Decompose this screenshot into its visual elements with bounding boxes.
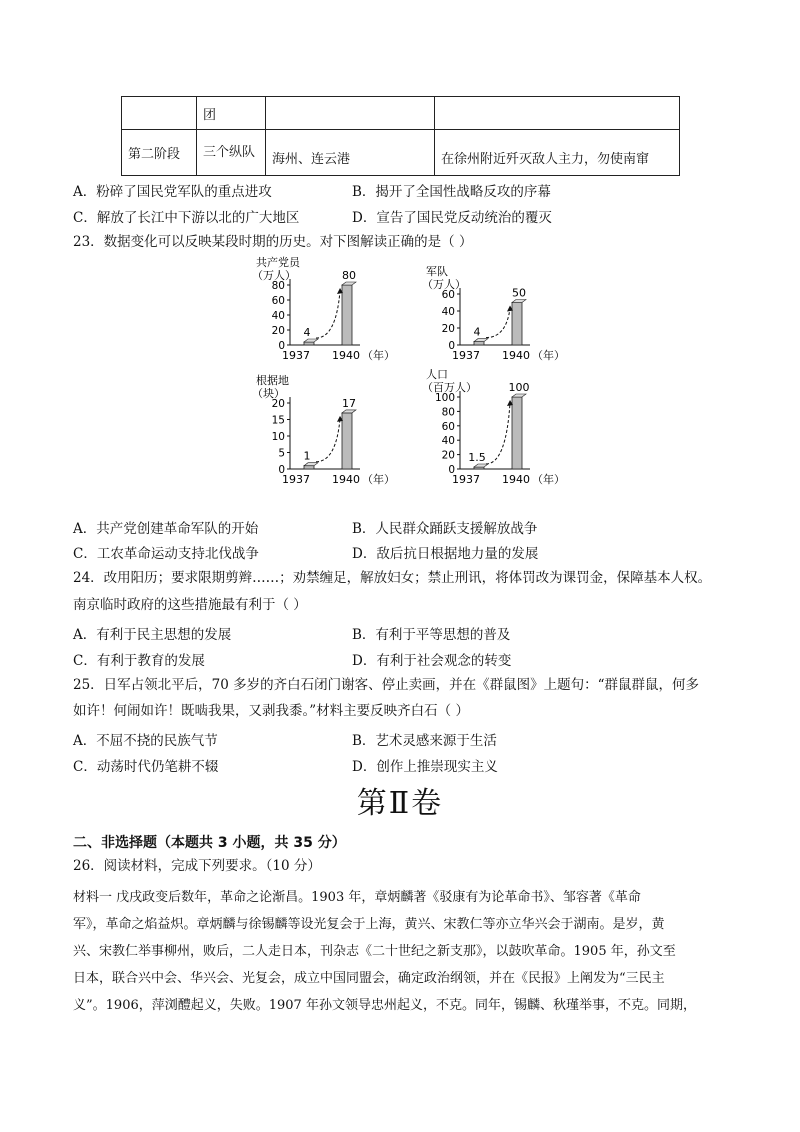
part-two-title: 第Ⅱ卷 [356,786,444,821]
chart-x-unit: （年） [362,473,395,486]
chart-x-tick-label: 1937 [282,473,310,486]
chart-y-tick-label: 20 [441,449,455,462]
chart-svg [250,373,400,491]
chart-x-tick-label: 1937 [452,473,480,486]
q24-option-d: D．有利于社会观念的转变 [352,653,512,669]
chart-bar [304,466,314,469]
chart-x-tick-label: 1940 [332,473,360,486]
q23-option-b: B．人民群众踊跃支援解放战争 [352,521,538,537]
chart-trend-arrow [486,309,510,338]
chart-x-tick-label: 1940 [502,473,530,486]
table-row [122,97,680,130]
q25-stem-line1: 25．日军占领北平后，70 多岁的齐白石闭门谢客、停止卖画，并在《群鼠图》上题句：“群鼠群鼠，何多 [73,677,700,693]
q25-option-d: D．创作上推崇现实主义 [352,759,498,775]
chart-x-unit: （年） [362,349,395,362]
chart-data-label: 1.5 [468,451,486,464]
q24-option-c: C．有利于教育的发展 [73,653,205,669]
chart-x-unit: （年） [532,349,565,362]
q24-option-b: B．有利于平等思想的普及 [352,627,511,643]
chart-x-tick-label: 1937 [282,349,310,362]
chart-bar [342,285,352,345]
table-cell: 海州、连云港 [266,130,435,176]
chart-bar-top [304,463,318,466]
chart-data-label: 17 [342,396,356,410]
chart-data-label: 50 [512,286,526,300]
chart-bar [512,397,522,469]
chart-y-tick-label: 10 [271,431,285,443]
q23-option-a: A．共产党创建革命军队的开始 [73,521,259,537]
chart-y-tick-label: 20 [271,398,285,410]
chart-y-tick-label: 60 [271,295,285,307]
table-cell: 三个纵队 [197,130,266,176]
material-line: 军》，革命之焰益炽。章炳麟与徐锡麟等设光复会于上海，黄兴、宋教仁等亦立华兴会于湖南。是岁，黄 [73,917,665,932]
chart-y-tick-label: 5 [278,447,285,460]
chart-bar [474,342,484,345]
chart-bar-top [342,282,356,285]
chart-y-tick-label: 0 [278,464,285,476]
chart-x-tick-label: 1940 [502,349,530,362]
section-heading: 二、非选择题（本题共 3 小题，共 35 分） [73,835,346,851]
chart-bar-top [342,410,356,413]
material-line: 日本，联合兴中会、华兴会、光复会，成立中国同盟会，确定政治纲领，并在《民报》上阐发为“三民主 [73,971,665,986]
table-cell [266,97,435,130]
chart-bar [304,342,314,345]
material-line: 兴、宋教仁举事柳州，败后，二人走日本，刊杂志《二十世纪之新支那》，以鼓吹革命。1905 年，孙文至 [73,944,676,959]
q22-option-c: C．解放了长江中下游以北的广大地区 [73,210,300,226]
table-row [122,130,680,176]
chart-data-label: 4 [473,325,481,339]
chart-y-tick-label: 0 [448,340,455,352]
chart-y-unit: （万人） [422,278,466,291]
table-cell: 第二阶段 [122,130,197,176]
q25-option-c: C．动荡时代仍笔耕不辍 [73,759,219,775]
q23-option-c: C．工农革命运动支持北伐战争 [73,546,259,562]
chart-bar [342,413,352,469]
table-cell: 在徐州附近歼灭敌人主力，勿使南窜 [435,130,680,176]
q26-stem: 26．阅读材料，完成下列要求。（10 分） [73,858,321,874]
chart-y-tick-label: 60 [441,289,455,301]
material-line: 义”。1906，萍浏醴起义，失败。1907 年孙文领导忠州起义，不克。同年，锡麟、秋瑾举事，不克。同期， [73,998,696,1013]
chart-data-label: 80 [342,269,356,282]
chart-bar [512,303,522,346]
table-cell [435,97,680,130]
chart-bar-top [474,339,488,342]
chart-y-tick-label: 40 [441,306,455,318]
chart-trend-arrow [486,403,510,464]
chart-trend-arrow [316,291,340,338]
chart-svg [250,255,400,367]
chart-y-tick-label: 0 [278,340,285,352]
chart-title: 根据地 [256,374,289,387]
table-cell: 团 [197,97,266,130]
chart-y-tick-label: 80 [271,280,285,292]
chart-y-tick-label: 100 [434,392,455,404]
chart-title: 共产党员 [256,256,300,269]
q25-stem-line2: 如许！何闹如许！既啮我果，又剥我黍。”材料主要反映齐白石（ ） [73,703,469,719]
chart-y-tick-label: 15 [271,414,285,427]
chart-x-tick-label: 1940 [332,349,360,362]
material-line: 材料一 戊戌政变后数年，革命之论渐昌。1903 年，章炳麟著《驳康有为论革命书》、邹容著《革命 [73,890,641,905]
chart-trend-arrow [316,419,340,462]
campaign-table [121,96,680,176]
q23-stem: 23．数据变化可以反映某段时期的历史。对下图解读正确的是（ ） [73,234,473,250]
chart-y-tick-label: 20 [271,325,285,337]
chart-base-areas [250,373,400,491]
chart-y-unit: （块） [252,387,285,400]
chart-svg [420,264,570,367]
chart-bar-top [474,464,488,467]
chart-bar-top [512,300,526,303]
chart-title: 人口 [426,368,448,381]
q24-stem-line2: 南京临时政府的这些措施最有利于（ ） [73,597,307,613]
chart-y-unit: （万人） [252,269,296,282]
chart-y-tick-label: 60 [441,420,455,433]
q23-option-d: D．敌后抗日根据地力量的发展 [352,546,539,562]
chart-population [420,367,570,491]
q24-stem-line1: 24．改用阳历；要求限期剪辫……；劝禁缠足，解放妇女；禁止刑讯，将体罚改为课罚金，保障基本人权。 [73,570,712,586]
chart-x-tick-label: 1937 [452,349,480,362]
table-cell [122,97,197,130]
chart-bar-top [512,394,526,397]
chart-data-label: 4 [303,326,311,339]
chart-army [420,264,570,367]
chart-bar-top [304,339,318,342]
chart-party-members [250,255,400,367]
chart-title: 军队 [426,265,448,278]
q22-option-d: D．宣告了国民党反动统治的覆灭 [352,210,552,226]
chart-y-tick-label: 80 [441,406,455,419]
q22-option-b: B．揭开了全国性战略反攻的序幕 [352,184,551,200]
chart-y-unit: （百万人） [422,381,477,394]
q25-option-a: A．不屈不挠的民族气节 [73,733,218,749]
chart-data-label: 100 [508,381,530,394]
chart-x-unit: （年） [532,473,565,486]
chart-svg [420,367,570,491]
chart-data-label: 1 [303,449,311,463]
q24-option-a: A．有利于民主思想的发展 [73,627,232,643]
q22-option-a: A．粉碎了国民党军队的重点进攻 [73,184,272,200]
chart-y-tick-label: 40 [271,310,285,322]
chart-y-tick-label: 20 [441,323,455,335]
q25-option-b: B．艺术灵感来源于生活 [352,733,497,749]
chart-y-tick-label: 40 [441,435,455,448]
chart-y-tick-label: 0 [448,464,455,476]
